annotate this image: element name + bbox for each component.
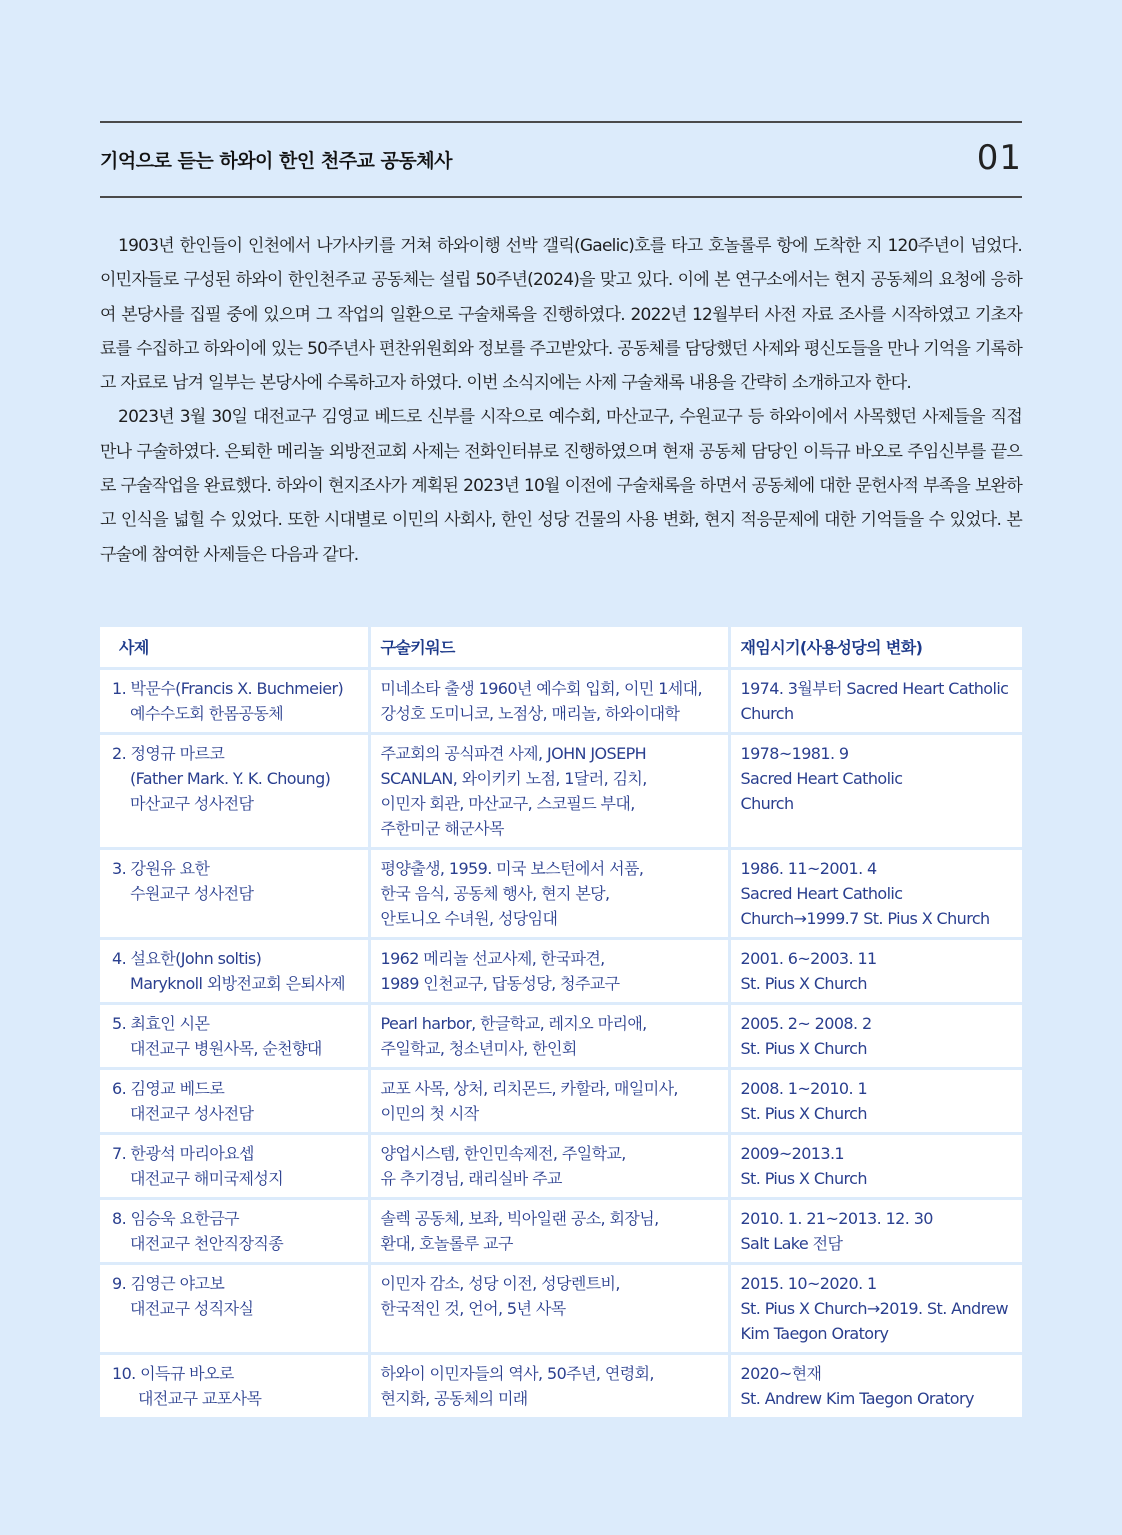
keywords-cell: [369, 1199, 729, 1264]
keywords-line: 강성호 도미니코, 노점상, 매리놀, 하와이대학: [380, 704, 680, 723]
priest-cell: [100, 734, 369, 849]
table-row: [100, 1264, 1022, 1354]
keywords-cell: [369, 734, 729, 849]
keywords-line: Pearl harbor, 한글학교, 레지오 마리애,: [380, 1014, 647, 1033]
period-cell: [729, 1069, 1022, 1134]
table-row: [100, 1199, 1022, 1264]
priest-affiliation: Maryknoll 외방전교회 은퇴사제: [130, 974, 346, 993]
priest-cell: [100, 1354, 369, 1418]
priests-table: [100, 627, 1022, 1417]
priest-affiliation: 대전교구 병원사목, 순천향대: [130, 1039, 322, 1058]
period-line: St. Pius X Church→2019. St. Andrew: [740, 1299, 1008, 1318]
paragraph-process: 2023년 3월 30일 대전교구 김영교 베드로 신부를 시작으로 예수회, 마산교구, 수원교구 등 하와이에서 사목했던 사제들을 직접 만나 구술하였다. 은퇴한 메리놀 외방전교회 사제는 전화인터뷰로 진행하였으며 현재 공동체 담당인 이득규 바오로 주임신부를 끝으로 구술작업을 완료했다. 하와이 현지조사가 계획된 2023년 10월 이전에 구술채록을 하면서 공동체에 대한 문헌사적 부족을 보완하고 인식을 넓힐 수 있었다. 또한 시대별로 이민의 사회사, 한인 성당 건물의 사용 변화, 현지 적응문제에 대한 기억들을 수 있었다. 본 구술에 참여한 사제들은 다음과 같다.: [100, 407, 1022, 565]
keywords-line: 교포 사목, 상처, 리치몬드, 카할라, 매일미사,: [380, 1079, 678, 1098]
priest-name: 10. 이득규 바오로: [112, 1364, 234, 1383]
period-line: 2015. 10~2020. 1: [740, 1274, 877, 1293]
period-cell: [729, 1354, 1022, 1418]
priest-cell: [100, 1134, 369, 1199]
keywords-cell: [369, 1069, 729, 1134]
priest-affiliation: 대전교구 천안직장직종: [130, 1234, 284, 1253]
body-text: [100, 229, 1022, 572]
priest-name: 2. 정영규 마르코: [112, 744, 225, 763]
keywords-line: 현지화, 공동체의 미래: [380, 1389, 528, 1408]
priest-cell: [100, 1199, 369, 1264]
period-cell: [729, 1199, 1022, 1264]
table-row: [100, 849, 1022, 939]
header-rule-top: [100, 121, 1022, 123]
period-line: 2005. 2~ 2008. 2: [740, 1014, 872, 1033]
keywords-line: 한국 음식, 공동체 행사, 현지 본당,: [380, 884, 610, 903]
keywords-line: 주교회의 공식파견 사제, JOHN JOSEPH: [380, 744, 647, 763]
period-line: 1986. 11~2001. 4: [740, 859, 877, 878]
period-line: Salt Lake 전담: [740, 1234, 843, 1253]
period-line: 1974. 3월부터 Sacred Heart Catholic: [740, 679, 1009, 698]
period-line: Kim Taegon Oratory: [740, 1324, 889, 1343]
priest-cell: [100, 939, 369, 1004]
priest-affiliation: 대전교구 교포사목: [138, 1389, 262, 1408]
period-line: 2008. 1~2010. 1: [740, 1079, 868, 1098]
period-cell: [729, 849, 1022, 939]
keywords-cell: [369, 1264, 729, 1354]
keywords-cell: [369, 669, 729, 734]
keywords-line: 솔렉 공동체, 보좌, 빅아일랜 공소, 회장님,: [380, 1209, 659, 1228]
table-header-row: [100, 627, 1022, 669]
keywords-line: 한국적인 것, 언어, 5년 사목: [380, 1299, 566, 1318]
keywords-line: 안토니오 수녀원, 성당임대: [380, 909, 558, 928]
table-row: [100, 1134, 1022, 1199]
priest-name: 5. 최효인 시몬: [112, 1014, 210, 1033]
priest-name: 4. 설요한(John soltis): [112, 949, 262, 968]
priest-cell: [100, 849, 369, 939]
priest-affiliation: 대전교구 해미국제성지: [130, 1169, 284, 1188]
keywords-line: 환대, 호놀롤루 교구: [380, 1234, 513, 1253]
period-cell: [729, 734, 1022, 849]
priest-cell: [100, 1069, 369, 1134]
period-line: Sacred Heart Catholic: [740, 884, 903, 903]
keywords-cell: [369, 1134, 729, 1199]
keywords-line: 평양출생, 1959. 미국 보스턴에서 서품,: [380, 859, 644, 878]
period-line: 2010. 1. 21~2013. 12. 30: [740, 1209, 933, 1228]
keywords-line: 주일학교, 청소년미사, 한인회: [380, 1039, 577, 1058]
period-line: 2020~현재: [740, 1364, 822, 1383]
priest-name: 9. 김영근 야고보: [112, 1274, 225, 1293]
keywords-line: 양업시스템, 한인민속제전, 주일학교,: [380, 1144, 626, 1163]
priest-cell: [100, 1264, 369, 1354]
period-line: 2001. 6~2003. 11: [740, 949, 877, 968]
priest-affiliation: 예수수도회 한몸공동체: [130, 704, 284, 723]
period-line: Church→1999.7 St. Pius X Church: [740, 909, 990, 928]
period-line: St. Pius X Church: [740, 1169, 867, 1188]
period-cell: [729, 1004, 1022, 1069]
table-row: [100, 1069, 1022, 1134]
period-cell: [729, 669, 1022, 734]
keywords-line: 이민의 첫 시작: [380, 1104, 479, 1123]
period-line: St. Pius X Church: [740, 974, 867, 993]
period-line: St. Andrew Kim Taegon Oratory: [740, 1389, 974, 1408]
period-cell: [729, 1134, 1022, 1199]
priest-affiliation: 마산교구 성사전담: [130, 794, 254, 813]
header-rule-bottom: [100, 196, 1022, 198]
priest-affiliation: 대전교구 성직자실: [130, 1299, 254, 1318]
keywords-line: 하와이 이민자들의 역사, 50주년, 연령회,: [380, 1364, 654, 1383]
keywords-cell: [369, 939, 729, 1004]
header-keywords: 구술키워드: [369, 627, 729, 669]
keywords-cell: [369, 849, 729, 939]
priest-affiliation: 대전교구 성사전담: [130, 1104, 254, 1123]
period-line: St. Pius X Church: [740, 1039, 867, 1058]
period-line: Church: [740, 794, 794, 813]
keywords-line: 유 추기경님, 래리실바 주교: [380, 1169, 562, 1188]
page-number: 01: [976, 138, 1022, 178]
keywords-cell: [369, 1004, 729, 1069]
priest-name: 7. 한광석 마리아요셉: [112, 1144, 254, 1163]
page-title: 기억으로 듣는 하와이 한인 천주교 공동체사: [100, 150, 452, 172]
priest-name: 6. 김영교 베드로: [112, 1079, 225, 1098]
keywords-line: SCANLAN, 와이키키 노점, 1달러, 김치,: [380, 769, 647, 788]
period-line: 2009~2013.1: [740, 1144, 845, 1163]
keywords-line: 미네소타 출생 1960년 예수회 입회, 이민 1세대,: [380, 679, 702, 698]
priest-name: 8. 임승욱 요한금구: [112, 1209, 240, 1228]
table-row: [100, 1004, 1022, 1069]
table-row: [100, 669, 1022, 734]
period-line: Sacred Heart Catholic: [740, 769, 903, 788]
priest-name: 1. 박문수(Francis X. Buchmeier): [112, 679, 344, 698]
priest-cell: [100, 669, 369, 734]
table-row: [100, 1354, 1022, 1418]
priest-affiliation: 수원교구 성사전담: [130, 884, 254, 903]
priest-cell: [100, 1004, 369, 1069]
keywords-line: 이민자 회관, 마산교구, 스코필드 부대,: [380, 794, 635, 813]
priest-name: 3. 강원유 요한: [112, 859, 210, 878]
keywords-line: 이민자 감소, 성당 이전, 성당렌트비,: [380, 1274, 620, 1293]
keywords-line: 주한미군 해군사목: [380, 819, 504, 838]
period-cell: [729, 1264, 1022, 1354]
priest-english-name: (Father Mark. Y. K. Choung): [130, 769, 331, 788]
period-line: St. Pius X Church: [740, 1104, 867, 1123]
header-priest: 사제: [100, 627, 369, 669]
header-period: 재임시기(사용성당의 변화): [729, 627, 1022, 669]
paragraph-intro: 1903년 한인들이 인천에서 나가사키를 거쳐 하와이행 선박 갤릭(Gaelic)호를 타고 호놀롤루 항에 도착한 지 120주년이 넘었다. 이민자들로 구성된 하와이 한인천주교 공동체는 설립 50주년(2024)을 맞고 있다. 이에 본 연구소에서는 현지 공동체의 요청에 응하여 본당사를 집필 중에 있으며 그 작업의 일환으로 구술채록을 진행하였다. 2022년 12월부터 사전 자료 조사를 시작하였고 기초자료를 수집하고 하와이에 있는 50주년사 편찬위원회와 정보를 주고받았다. 공동체를 담당했던 사제와 평신도들을 만나 기억을 기록하고 자료로 남겨 일부는 본당사에 수록하고자 하였다. 이번 소식지에는 사제 구술채록 내용을 간략히 소개하고자 한다.: [100, 236, 1022, 394]
period-line: Church: [740, 704, 794, 723]
period-cell: [729, 939, 1022, 1004]
keywords-cell: [369, 1354, 729, 1418]
table-row: [100, 939, 1022, 1004]
keywords-line: 1962 메리놀 선교사제, 한국파견,: [380, 949, 605, 968]
keywords-line: 1989 인천교구, 답동성당, 청주교구: [380, 974, 620, 993]
table-row: [100, 734, 1022, 849]
period-line: 1978~1981. 9: [740, 744, 849, 763]
